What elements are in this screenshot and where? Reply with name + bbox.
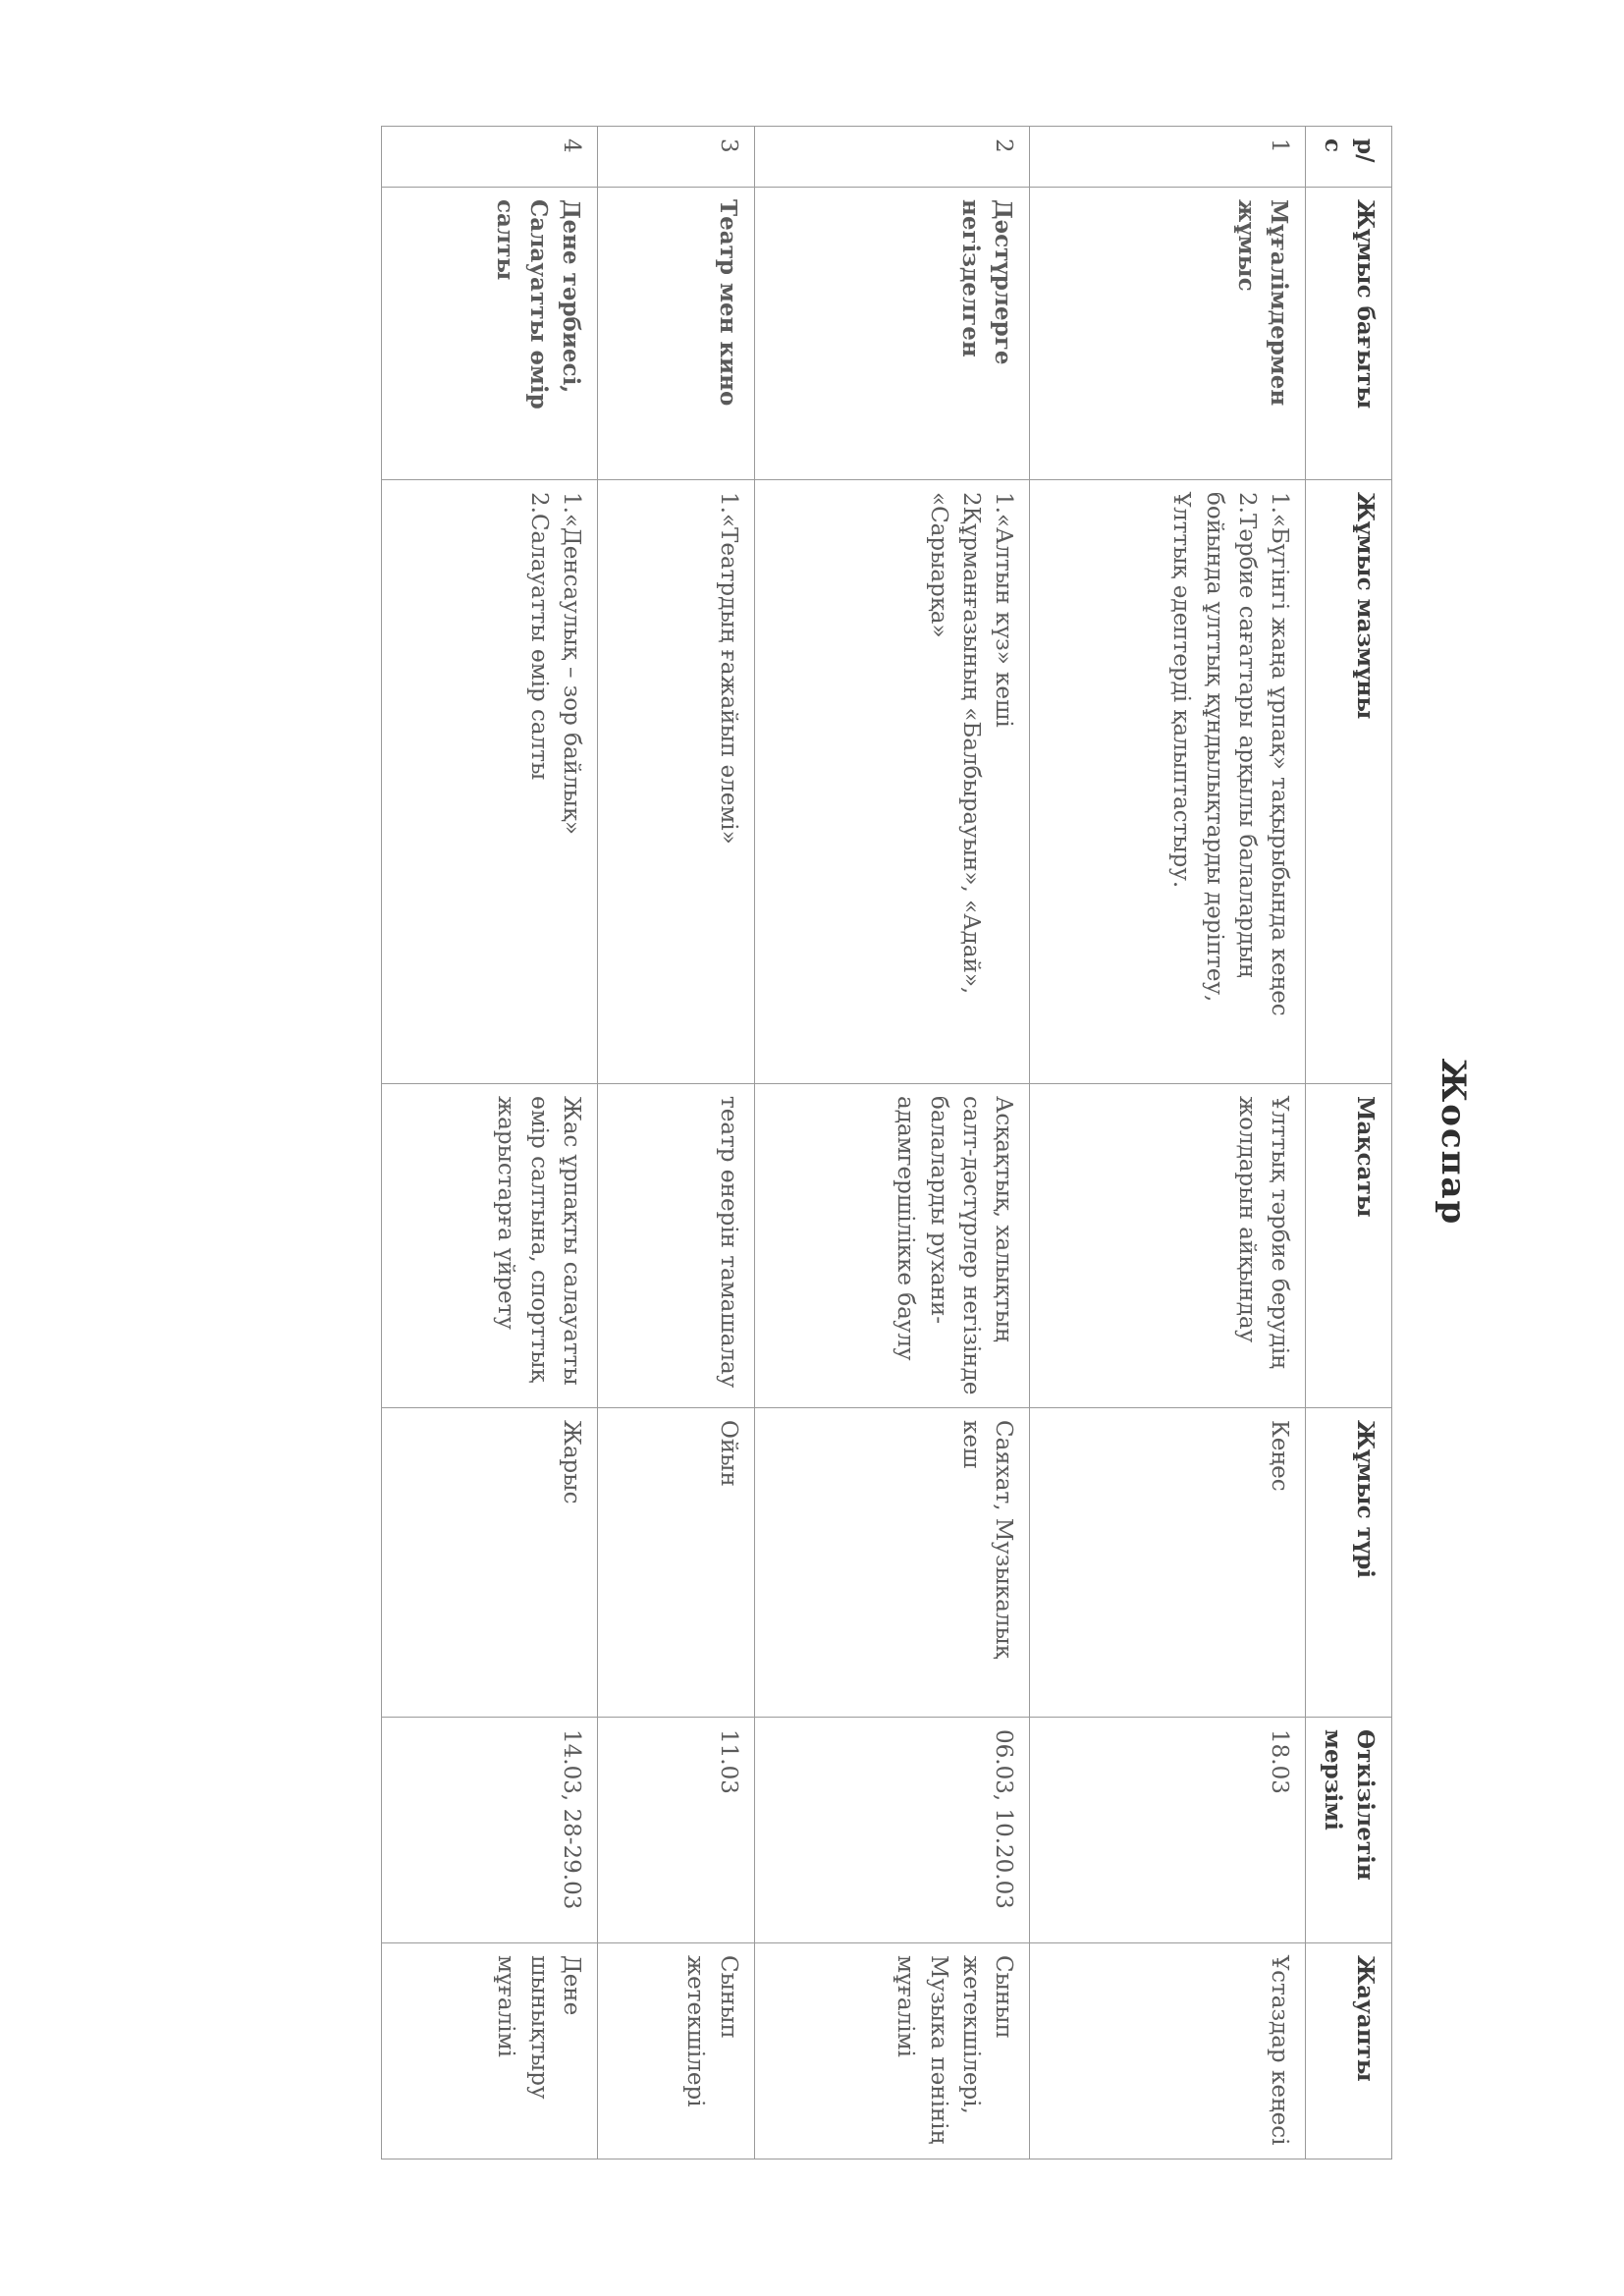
table-row — [598, 127, 755, 2159]
row-work-content: 1.«Театрдың ғажайып әлемі» — [598, 480, 755, 1084]
row-purpose: театр өнерін тамашалау — [598, 1084, 755, 1408]
header-work-type: Жұмыс бағыты — [1306, 188, 1392, 480]
header-work-form: Жұмыс түрі — [1306, 1408, 1392, 1718]
header-number: р/с — [1306, 127, 1392, 188]
row-work-type: Дәстүрлерге негізделген — [754, 188, 1030, 480]
row-work-content: 1.«Алтын күз» кеші 2Құрманғазының «Балбырауын», «Адай», «Сарыарқа» — [754, 480, 1030, 1084]
row-responsible: Сынып жетекшілері — [598, 1943, 755, 2159]
header-purpose: Мақсаты — [1306, 1084, 1392, 1408]
header-date: Өткізілетін мерзімі — [1306, 1718, 1392, 1943]
row-responsible: Сынып жетекшілері, Музыка пәнінің мұғалімі — [754, 1943, 1030, 2159]
row-work-form: Жарыс — [382, 1408, 598, 1718]
row-number: 2 — [754, 127, 1030, 188]
row-responsible: Дене шынықтыру мұғалімі — [382, 1943, 598, 2159]
row-work-form: Саяхат, Музыкалық кеш — [754, 1408, 1030, 1718]
row-date: 14.03, 28-29.03 — [382, 1718, 598, 1943]
row-work-type: Театр мен кино — [598, 188, 755, 480]
rotated-page — [381, 126, 1473, 2159]
row-work-type: Дене тәрбиесі, Салауатты өмір салты — [382, 188, 598, 480]
row-date: 06.03, 10.20.03 — [754, 1718, 1030, 1943]
row-number: 3 — [598, 127, 755, 188]
row-date: 11.03 — [598, 1718, 755, 1943]
row-purpose: Асқақтық, халықтың салт-дәстүрлер негізінде балаларды рухани-адамгершілікке баулу — [754, 1084, 1030, 1408]
row-date: 18.03 — [1030, 1718, 1306, 1943]
table-header-row — [1306, 127, 1392, 2159]
table-row — [1030, 127, 1306, 2159]
row-responsible: Ұстаздар кеңесі — [1030, 1943, 1306, 2159]
table-row — [382, 127, 598, 2159]
row-work-content: 1.«Бүгінгі жаңа ұрпақ» тақырыбында кеңес 2.Тәрбие сағаттары арқылы балалардың бойында ұлттық құндылықтарды дәріптеу, Ұлттық әдептерді қалыптастыру. — [1030, 480, 1306, 1084]
table-row — [754, 127, 1030, 2159]
row-number: 1 — [1030, 127, 1306, 188]
document-title: Жоспар — [1434, 1058, 1473, 1227]
row-purpose: Ұлттық тәрбие берудің жолдарын айқындау — [1030, 1084, 1306, 1408]
header-work-content: Жұмыс мазмұны — [1306, 480, 1392, 1084]
row-work-content: 1.«Денсаулық – зор байлық» 2.Салауатты өмір салты — [382, 480, 598, 1084]
row-work-form: Ойын — [598, 1408, 755, 1718]
plan-table — [381, 126, 1392, 2159]
row-number: 4 — [382, 127, 598, 188]
row-work-type: Мұғалімдермен жұмыс — [1030, 188, 1306, 480]
row-purpose: Жас ұрпақты салауатты өмір салтына, спорттық жарыстарға үйрету — [382, 1084, 598, 1408]
row-work-form: Кеңес — [1030, 1408, 1306, 1718]
header-responsible: Жауапты — [1306, 1943, 1392, 2159]
